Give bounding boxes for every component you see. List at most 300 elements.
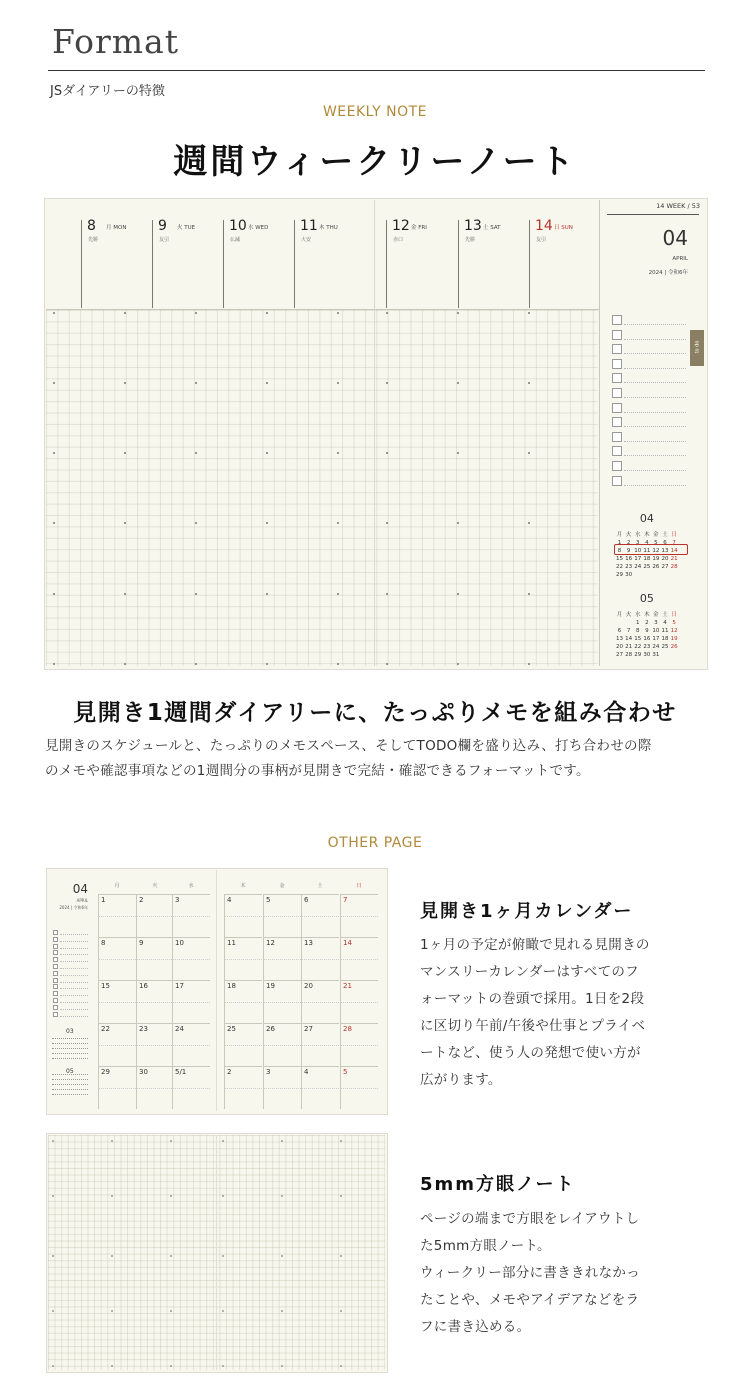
thumb-dow-header: 土: [317, 883, 323, 889]
thumb-checkbox: [53, 1005, 58, 1010]
grid-note-dot: [170, 1140, 172, 1142]
mini-calendar-day: 17: [652, 636, 660, 642]
mini-calendar-day: 15: [616, 556, 624, 562]
thumb-cell-divider: [137, 916, 174, 917]
mini-calendar-dow: 日: [671, 532, 677, 538]
thumb-calendar-cell: [98, 937, 136, 980]
mini-calendar-day: 9: [645, 628, 649, 634]
thumb-todo-line: [60, 948, 88, 949]
grid-dot: [528, 593, 530, 595]
grid-dot: [386, 382, 388, 384]
mini-calendar-day: 13: [661, 548, 669, 554]
thumb-calendar-cell: [172, 894, 210, 937]
day-header: [152, 220, 223, 308]
thumb-cell-divider: [99, 1002, 136, 1003]
mini-calendar-day: 28: [670, 564, 678, 570]
thumb-cell-divider: [173, 1088, 210, 1089]
rokuyo-label: 赤口: [393, 237, 404, 243]
mini-calendar-day: 21: [625, 644, 633, 650]
day-number: 8: [87, 218, 96, 234]
thumb-calendar-cell: [224, 980, 262, 1023]
mini-calendar-day: 2: [626, 540, 631, 546]
mini-calendar-day: 25: [661, 644, 669, 650]
thumb-cell-divider: [341, 916, 378, 917]
grid-dot: [337, 522, 339, 524]
weekly-headline: 見開き1週間ダイアリーに、たっぷりメモを組み合わせ: [73, 700, 677, 726]
thumb-todo-line: [60, 954, 88, 955]
thumb-checkbox: [53, 950, 58, 955]
thumb-cell-divider: [264, 1002, 301, 1003]
other-page-label: OTHER PAGE: [327, 835, 423, 851]
thumb-cell-divider: [225, 916, 262, 917]
day-of-week: 土 SAT: [483, 225, 501, 231]
todo-checkbox: [612, 432, 622, 442]
mini-calendar-day: 1: [617, 540, 622, 546]
thumb-calendar-day: 24: [175, 1025, 184, 1033]
grid-dot: [337, 593, 339, 595]
mini-calendar-day: 22: [616, 564, 624, 570]
thumb-calendar-day: 15: [101, 982, 110, 990]
mini-calendar-dow: 水: [634, 532, 641, 538]
mini-calendar-dow: 月: [616, 612, 623, 618]
mini-calendar-dow: 日: [671, 612, 677, 618]
thumb-calendar-day: 13: [304, 939, 313, 947]
thumb-calendar-cell: [301, 1023, 339, 1066]
thumb-calendar-day: 8: [101, 939, 106, 947]
mini-calendar-dow: 土: [662, 612, 668, 618]
weekly-description: [45, 734, 715, 784]
monthly-title: 見開き1ヶ月カレンダー: [420, 901, 634, 922]
rokuyo-label: 先勝: [465, 237, 476, 243]
thumb-calendar-cell: [224, 1066, 262, 1109]
thumb-checkbox: [53, 998, 58, 1003]
thumb-dow-header: 水: [188, 883, 194, 889]
day-of-week: 水 WED: [248, 225, 269, 231]
thumb-cell-divider: [341, 959, 378, 960]
mini-calendar-dow: 土: [662, 532, 668, 538]
todo-checkbox: [612, 359, 622, 369]
thumb-dow-header: 火: [152, 883, 158, 889]
page-subheading: JSダイアリーの特徴: [50, 84, 165, 99]
thumb-calendar-day: 5/1: [175, 1068, 187, 1076]
mini-calendar-day: [642, 571, 651, 579]
rokuyo-label: 友引: [536, 237, 547, 243]
mini-calendar-dow: 水: [634, 612, 641, 618]
thumb-calendar-day: 6: [304, 896, 309, 904]
week-number: 14 WEEK / 53: [656, 202, 700, 210]
grid-dot: [266, 663, 268, 665]
mini-calendar-day: 20: [616, 644, 624, 650]
thumb-calendar-day: 2: [227, 1068, 232, 1076]
mini-calendar-day: 27: [616, 652, 624, 658]
grid-dot: [53, 452, 55, 454]
thumb-mini-calendar-row: [52, 1084, 88, 1087]
grid-note-dot: [281, 1195, 283, 1197]
thumb-small-month: 05: [66, 1068, 74, 1075]
grid-dot: [124, 663, 126, 665]
mini-calendar-dow-row: [615, 611, 679, 619]
grid-dot: [266, 452, 268, 454]
center-fold: [374, 200, 375, 666]
mini-calendar-day: 9: [626, 548, 631, 554]
grid-dot: [124, 593, 126, 595]
thumb-calendar-cell: [263, 1023, 301, 1066]
grid-note-dot: [340, 1140, 342, 1142]
day-header: [458, 220, 529, 308]
weekly-note-label: WEEKLY NOTE: [322, 104, 428, 120]
mini-calendar-day: [615, 619, 624, 627]
thumb-calendar-cell: [224, 1023, 262, 1066]
thumb-mini-calendar-row: [52, 1043, 88, 1046]
thumb-calendar-cell: [340, 1066, 378, 1109]
thumb-mini-calendar-row: [52, 1094, 88, 1097]
mini-calendar-day: 12: [652, 548, 660, 554]
todo-tab-label: to do: [694, 340, 701, 354]
grid-dot: [124, 522, 126, 524]
thumb-calendar-day: 14: [343, 939, 352, 947]
thumb-calendar-cell: [263, 894, 301, 937]
thumb-calendar-day: 3: [175, 896, 180, 904]
thumb-cell-divider: [341, 1002, 378, 1003]
thumb-calendar-day: 26: [266, 1025, 275, 1033]
thumb-fold: [216, 870, 217, 1111]
grid-note-dot: [170, 1255, 172, 1257]
thumb-cell-divider: [341, 1045, 378, 1046]
mini-calendar-day: 5: [654, 540, 658, 546]
thumb-cell-divider: [173, 1002, 210, 1003]
mini-calendar-day: 30: [625, 572, 633, 578]
rokuyo-label: 友引: [159, 237, 170, 243]
grid-note-dot: [340, 1310, 342, 1312]
todo-checkbox: [612, 388, 622, 398]
grid-dot: [457, 522, 459, 524]
thumb-cell-divider: [264, 1045, 301, 1046]
todo-line: [624, 368, 686, 369]
day-header: [529, 220, 600, 308]
grid-note-description-line: フに書き込める。: [420, 1319, 531, 1335]
mini-calendar-week: [615, 643, 679, 651]
mini-calendar-day: 14: [670, 548, 678, 554]
grid-note-description-line: た5mm方眼ノート。: [420, 1238, 551, 1254]
thumb-calendar-day: 28: [343, 1025, 352, 1033]
day-of-week: 火 TUE: [177, 225, 196, 231]
thumb-calendar-cell: [136, 1023, 174, 1066]
thumb-calendar-cell: [98, 1023, 136, 1066]
thumb-calendar-day: 5: [266, 896, 271, 904]
mini-calendar-day: 3: [635, 540, 640, 546]
todo-line: [624, 470, 686, 471]
grid-note-dot: [52, 1255, 54, 1257]
thumb-checkbox: [53, 957, 58, 962]
thumb-month-name: APRIL: [76, 898, 88, 903]
grid-note-dot: [111, 1195, 113, 1197]
mini-calendar-dow: 金: [653, 532, 659, 538]
thumb-calendar-cell: [340, 937, 378, 980]
thumb-calendar-cell: [301, 1066, 339, 1109]
thumb-checkbox: [53, 971, 58, 976]
mini-calendar-dow: 火: [625, 532, 632, 538]
grid-dot: [457, 312, 459, 314]
thumb-cell-divider: [137, 959, 174, 960]
year-label: 2024 | 令和6年: [648, 270, 688, 276]
thumb-calendar-cell: [224, 894, 262, 937]
grid-dot: [195, 382, 197, 384]
grid-note-dot: [111, 1255, 113, 1257]
header-bottom-line: [46, 309, 600, 310]
thumb-calendar-cell: [263, 937, 301, 980]
mini-calendar-day: 24: [634, 564, 642, 570]
thumb-checkbox: [53, 944, 58, 949]
day-number: 11: [300, 218, 318, 234]
monthly-description-line: 1ヶ月の予定が俯瞰で見れる見開きの: [420, 937, 650, 953]
monthly-description-line: ートなど、使う人の発想で使い方が: [420, 1045, 641, 1061]
rokuyo-label: 先勝: [88, 237, 99, 243]
mini-calendar-day: 4: [663, 620, 667, 626]
grid-note-dot: [52, 1365, 54, 1367]
thumb-calendar-cell: [301, 980, 339, 1023]
todo-checkbox: [612, 446, 622, 456]
mini-calendar-month: 04: [639, 512, 654, 525]
mini-calendar-day: 11: [643, 548, 651, 554]
thumb-calendar-cell: [98, 980, 136, 1023]
grid-dot: [195, 663, 197, 665]
grid-note-dot: [52, 1140, 54, 1142]
thumb-cell-divider: [99, 959, 136, 960]
thumb-calendar-cell: [340, 894, 378, 937]
grid-note-dot: [340, 1195, 342, 1197]
grid-dot: [53, 312, 55, 314]
thumb-month-number: 04: [72, 882, 88, 896]
thumb-calendar-day: 23: [139, 1025, 148, 1033]
day-of-week: 月 MON: [106, 225, 127, 231]
thumb-calendar-day: 25: [227, 1025, 236, 1033]
thumb-cell-divider: [302, 1002, 339, 1003]
thumb-calendar-day: 11: [227, 939, 236, 947]
thumb-todo-line: [60, 961, 88, 962]
thumb-mini-calendar-row: [52, 1079, 88, 1082]
mini-calendar-day: [651, 571, 660, 579]
mini-calendar-day: 6: [663, 540, 667, 546]
todo-checkbox: [612, 373, 622, 383]
grid-dot: [53, 593, 55, 595]
mini-calendar-day: 7: [672, 540, 676, 546]
thumb-calendar-day: 17: [175, 982, 184, 990]
weekly-note-title: 週間ウィークリーノート: [173, 142, 577, 182]
grid-note-title: 5mm方眼ノート: [420, 1174, 576, 1195]
grid-note-description-line: ページの端まで方眼をレイアウトし: [420, 1211, 640, 1227]
thumb-calendar-day: 3: [266, 1068, 271, 1076]
thumb-calendar-cell: [172, 1023, 210, 1066]
thumb-checkbox: [53, 978, 58, 983]
mini-calendar-day: 10: [652, 628, 660, 634]
thumb-calendar-cell: [172, 980, 210, 1023]
mini-calendar-week: [615, 619, 679, 627]
mini-calendar-day: 26: [652, 564, 660, 570]
mini-calendar-day: 29: [634, 652, 642, 658]
grid-dot: [337, 663, 339, 665]
thumb-calendar-day: 2: [139, 896, 144, 904]
day-header: [386, 220, 457, 308]
thumb-checkbox: [53, 964, 58, 969]
thumb-todo-line: [60, 934, 88, 935]
monthly-description: [420, 932, 690, 1094]
grid-dot: [386, 522, 388, 524]
todo-tab: [690, 330, 704, 366]
monthly-description-line: ォーマットの巻頭で採用。1日を2段: [420, 991, 645, 1007]
thumb-calendar-cell: [136, 1066, 174, 1109]
grid-note-dot: [52, 1310, 54, 1312]
mini-calendar-day: 10: [634, 548, 642, 554]
mini-calendar-day: [670, 571, 679, 579]
month-number: 04: [662, 226, 688, 250]
monthly-description-line: に区切り午前/午後や仕事とプライベ: [420, 1018, 646, 1034]
mini-calendar-day: 13: [616, 636, 624, 642]
mini-calendar-day: 28: [625, 652, 633, 658]
todo-line: [624, 324, 686, 325]
grid-dot: [528, 663, 530, 665]
grid-dot: [386, 663, 388, 665]
grid-dot: [266, 382, 268, 384]
mini-calendar-dow: 月: [616, 532, 623, 538]
todo-checkbox: [612, 417, 622, 427]
thumb-calendar-cell: [98, 1066, 136, 1109]
thumb-cell-divider: [173, 1045, 210, 1046]
rokuyo-label: 大安: [301, 237, 312, 243]
mini-calendar-day: 25: [643, 564, 651, 570]
mini-calendar-day: [624, 619, 633, 627]
todo-checkbox: [612, 461, 622, 471]
mini-calendar-day: 23: [625, 564, 633, 570]
thumb-todo-line: [60, 975, 88, 976]
mini-calendar-day: 17: [634, 556, 642, 562]
todo-checkbox: [612, 344, 622, 354]
thumb-calendar-day: 21: [343, 982, 352, 990]
thumb-calendar-cell: [136, 980, 174, 1023]
mini-calendar-day: 29: [616, 572, 624, 578]
grid-dot: [457, 382, 459, 384]
thumb-calendar-cell: [263, 980, 301, 1023]
thumb-checkbox: [53, 930, 58, 935]
mini-calendar-week: [615, 555, 679, 563]
thumb-todo-line: [60, 1002, 88, 1003]
thumb-calendar-day: 1: [101, 896, 106, 904]
thumb-cell-divider: [225, 959, 262, 960]
thumb-calendar-day: 10: [175, 939, 184, 947]
thumb-checkbox: [53, 937, 58, 942]
grid-note-dot: [222, 1255, 224, 1257]
grid-note-dot: [222, 1140, 224, 1142]
grid-note-dot: [222, 1195, 224, 1197]
thumb-calendar-cell: [172, 937, 210, 980]
thumb-todo-line: [60, 968, 88, 969]
thumb-cell-divider: [99, 1088, 136, 1089]
grid-dot: [457, 593, 459, 595]
mini-calendar-day: 5: [672, 620, 676, 626]
grid-dot: [195, 593, 197, 595]
thumb-todo-line: [60, 1009, 88, 1010]
todo-line: [624, 339, 686, 340]
thumb-cell-divider: [225, 1088, 262, 1089]
mini-calendar-day: 30: [643, 652, 651, 658]
thumb-cell-divider: [99, 1045, 136, 1046]
grid-dot: [528, 522, 530, 524]
grid-dot: [266, 593, 268, 595]
todo-checkbox: [612, 330, 622, 340]
thumb-cell-divider: [341, 1088, 378, 1089]
mini-calendar-day: 2: [645, 620, 649, 626]
thumb-dow-header: 月: [114, 883, 120, 889]
grid-note-dot: [222, 1365, 224, 1367]
mini-calendar-day: 22: [634, 644, 642, 650]
thumb-calendar-day: 19: [266, 982, 275, 990]
thumb-cell-divider: [99, 916, 136, 917]
grid-note-dot: [222, 1310, 224, 1312]
todo-line: [624, 397, 686, 398]
thumb-dow-header: 木: [240, 883, 246, 889]
thumb-todo-line: [60, 1016, 88, 1017]
mini-calendar-day: 12: [670, 628, 678, 634]
mini-calendar-day: [660, 571, 669, 579]
grid-dot: [337, 452, 339, 454]
mini-calendar-day: 4: [645, 540, 649, 546]
thumb-calendar-cell: [263, 1066, 301, 1109]
mini-calendar-day: [660, 651, 669, 659]
todo-line: [624, 353, 686, 354]
grid-dot: [53, 382, 55, 384]
mini-calendar-may: [615, 592, 679, 659]
thumb-calendar-day: 4: [304, 1068, 309, 1076]
thumb-mini-calendar-row: [52, 1058, 88, 1061]
grid-dot: [528, 382, 530, 384]
thumb-cell-divider: [137, 1088, 174, 1089]
day-number: 14: [535, 218, 553, 234]
todo-line: [624, 455, 686, 456]
mini-calendar-day: 8: [635, 628, 640, 634]
mini-calendar-day: 16: [643, 636, 651, 642]
thumb-mini-calendar-row: [52, 1053, 88, 1056]
day-of-week: 木 THU: [319, 225, 338, 231]
thumb-calendar-cell: [340, 980, 378, 1023]
day-header: [81, 220, 152, 308]
mini-calendar-week: [615, 635, 679, 643]
heading-divider: [48, 70, 705, 71]
description-line: のメモや確認事項などの1週間分の事柄が見開きで完結・確認できるフォーマットです。: [45, 763, 590, 779]
todo-checkbox: [612, 315, 622, 325]
grid-dot: [457, 663, 459, 665]
thumb-calendar-cell: [301, 894, 339, 937]
grid-dot: [195, 452, 197, 454]
todo-checkbox: [612, 476, 622, 486]
thumb-cell-divider: [225, 1045, 262, 1046]
todo-line: [624, 382, 686, 383]
grid-dot: [337, 382, 339, 384]
mini-calendar-dow-row: [615, 531, 679, 539]
mini-calendar-day: 16: [625, 556, 633, 562]
description-line: 見開きのスケジュールと、たっぷりのメモスペース、そしてTODO欄を盛り込み、打ち合わせの際: [45, 738, 652, 754]
grid-dot: [266, 522, 268, 524]
day-number: 12: [392, 218, 410, 234]
mini-calendar-day: 26: [670, 644, 678, 650]
thumb-calendar-day: 9: [139, 939, 144, 947]
grid-note-dot: [111, 1310, 113, 1312]
current-week-highlight: [614, 544, 688, 555]
mini-calendar-day: 21: [670, 556, 678, 562]
mini-calendar-day: 8: [617, 548, 622, 554]
thumb-mini-calendar-row: [52, 1089, 88, 1092]
thumb-checkbox: [53, 984, 58, 989]
month-name: APRIL: [672, 256, 688, 262]
mini-calendar-day: 3: [654, 620, 658, 626]
